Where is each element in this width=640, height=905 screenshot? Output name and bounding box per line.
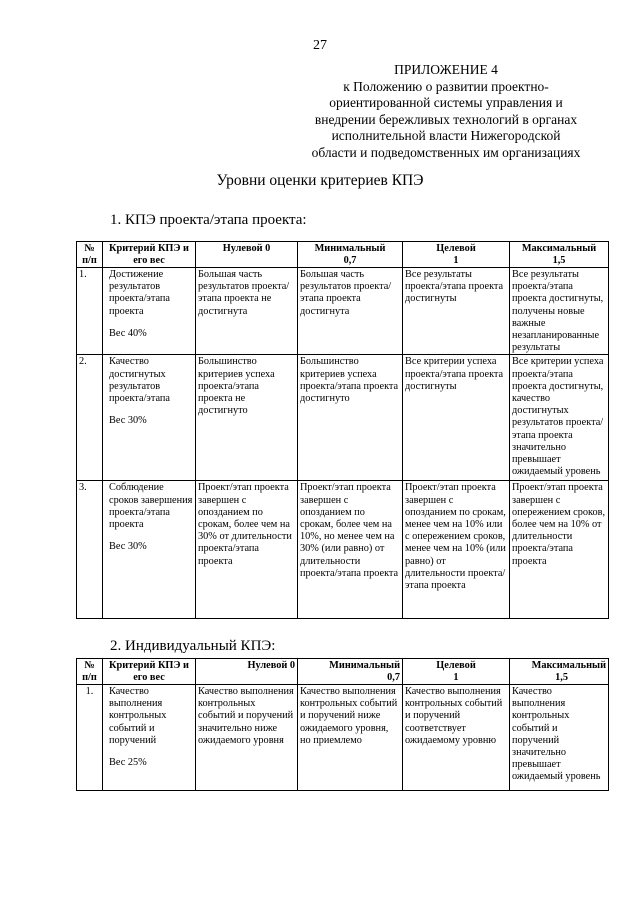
row-minimal: Проект/этап проекта завершен с опозданием по срокам, более чем на 10%, но менее чем на 30% (или равно) от длительности проекта/этапа проекта — [298, 481, 403, 619]
row-target: Все результаты проекта/этапа проекта достигнуты — [403, 268, 510, 355]
criterion-weight: Вес 25% — [109, 757, 147, 769]
table-header-row — [77, 242, 609, 268]
row-num: 3. — [77, 481, 103, 619]
table-row — [77, 268, 609, 355]
row-zero: Качество выполнения контрольных событий и поручений значительно ниже ожидаемого уровня — [196, 685, 298, 791]
header-maximal: Максимальный 1,5 — [510, 659, 609, 685]
criterion-text: Качество выполнения контрольных событий и поручений — [109, 686, 167, 746]
appendix-line: внедрении бережливых технологий в органах — [314, 111, 578, 127]
appendix-block — [296, 62, 596, 161]
row-minimal: Большая часть результатов проекта/этапа проекта достигнута — [298, 268, 403, 355]
row-num: 1. — [77, 685, 103, 791]
page-number: 27 — [313, 38, 327, 53]
section2-heading: 2. Индивидуальный КПЭ: — [110, 638, 276, 654]
table-header-row — [77, 659, 609, 685]
criterion-weight: Вес 30% — [109, 541, 147, 553]
header-criterion: Критерий КПЭ и его вес — [103, 659, 196, 685]
row-maximal: Проект/этап проекта завершен с опережением сроков, более чем на 10% от длительности проекта/этапа проекта — [510, 481, 609, 619]
row-minimal: Большинство критериев успеха проекта/этапа проекта достигнуто — [298, 355, 403, 481]
header-num: № п/п — [77, 242, 103, 268]
header-target: Целевой 1 — [403, 242, 510, 268]
header-maximal: Максимальный 1,5 — [510, 242, 609, 268]
row-criterion — [103, 685, 196, 791]
appendix-title: ПРИЛОЖЕНИЕ 4 — [394, 62, 498, 77]
kpi-individual-table — [76, 658, 609, 791]
row-maximal: Качество выполнения контрольных событий и поручений значительно превышает ожидаемый уровень — [510, 685, 609, 791]
header-zero: Нулевой 0 — [196, 242, 298, 268]
row-zero: Проект/этап проекта завершен с опозданием по срокам, более чем на 30% от длительности проекта/этапа проекта — [196, 481, 298, 619]
kpi-project-table — [76, 241, 609, 619]
criterion-text: Соблюдение сроков завершения проекта/этапа проекта — [109, 482, 193, 531]
header-zero: Нулевой 0 — [196, 659, 298, 685]
header-minimal: Минимальный 0,7 — [298, 242, 403, 268]
criterion-text: Качество достигнутых результатов проекта/этапа — [109, 356, 170, 405]
row-num: 2. — [77, 355, 103, 481]
appendix-line: области и подведомственных им организациях — [311, 144, 581, 160]
row-target: Качество выполнения контрольных событий и поручений соответствует ожидаемому уровню — [403, 685, 510, 791]
row-minimal: Качество выполнения контрольных событий и поручений ниже ожидаемого уровня, но приемлемо — [298, 685, 403, 791]
table-row — [77, 685, 609, 791]
row-criterion — [103, 268, 196, 355]
row-target: Все критерии успеха проекта/этапа проекта достигнуты — [403, 355, 510, 481]
table-row — [77, 355, 609, 481]
row-criterion — [103, 355, 196, 481]
header-minimal: Минимальный 0,7 — [298, 659, 403, 685]
header-criterion: Критерий КПЭ и его вес — [103, 242, 196, 268]
criterion-text: Достижение результатов проекта/этапа проекта — [109, 269, 170, 317]
row-target: Проект/этап проекта завершен с опозданием по срокам, менее чем на 10% или с опережением сроков, менее чем на 10% (или равно) от длительности проекта/этапа проекта — [403, 481, 510, 619]
table-row — [77, 481, 609, 619]
appendix-line: ориентированной системы управления и — [329, 95, 563, 110]
section1-heading: 1. КПЭ проекта/этапа проекта: — [110, 212, 307, 228]
header-target: Целевой 1 — [403, 659, 510, 685]
row-maximal: Все критерии успеха проекта/этапа проекта достигнуты, качество достигнутых результатов проекта/этапа проекта значительно превышает ожидаемый уровень — [510, 355, 609, 481]
criterion-weight: Вес 30% — [109, 415, 147, 427]
row-criterion — [103, 481, 196, 619]
row-zero: Большинство критериев успеха проекта/этапа проекта не достигнуто — [196, 355, 298, 481]
criterion-weight: Вес 40% — [109, 327, 147, 339]
header-num: № п/п — [77, 659, 103, 685]
row-maximal: Все результаты проекта/этапа проекта достигнуты, получены новые важные незапланированные результаты — [510, 268, 609, 355]
appendix-line: исполнительной власти Нижегородской — [331, 128, 561, 143]
row-zero: Большая часть результатов проекта/этапа проекта не достигнута — [196, 268, 298, 355]
document-title: Уровни оценки критериев КПЭ — [216, 172, 424, 189]
appendix-line: к Положению о развитии проектно- — [343, 78, 549, 94]
row-num: 1. — [77, 268, 103, 355]
